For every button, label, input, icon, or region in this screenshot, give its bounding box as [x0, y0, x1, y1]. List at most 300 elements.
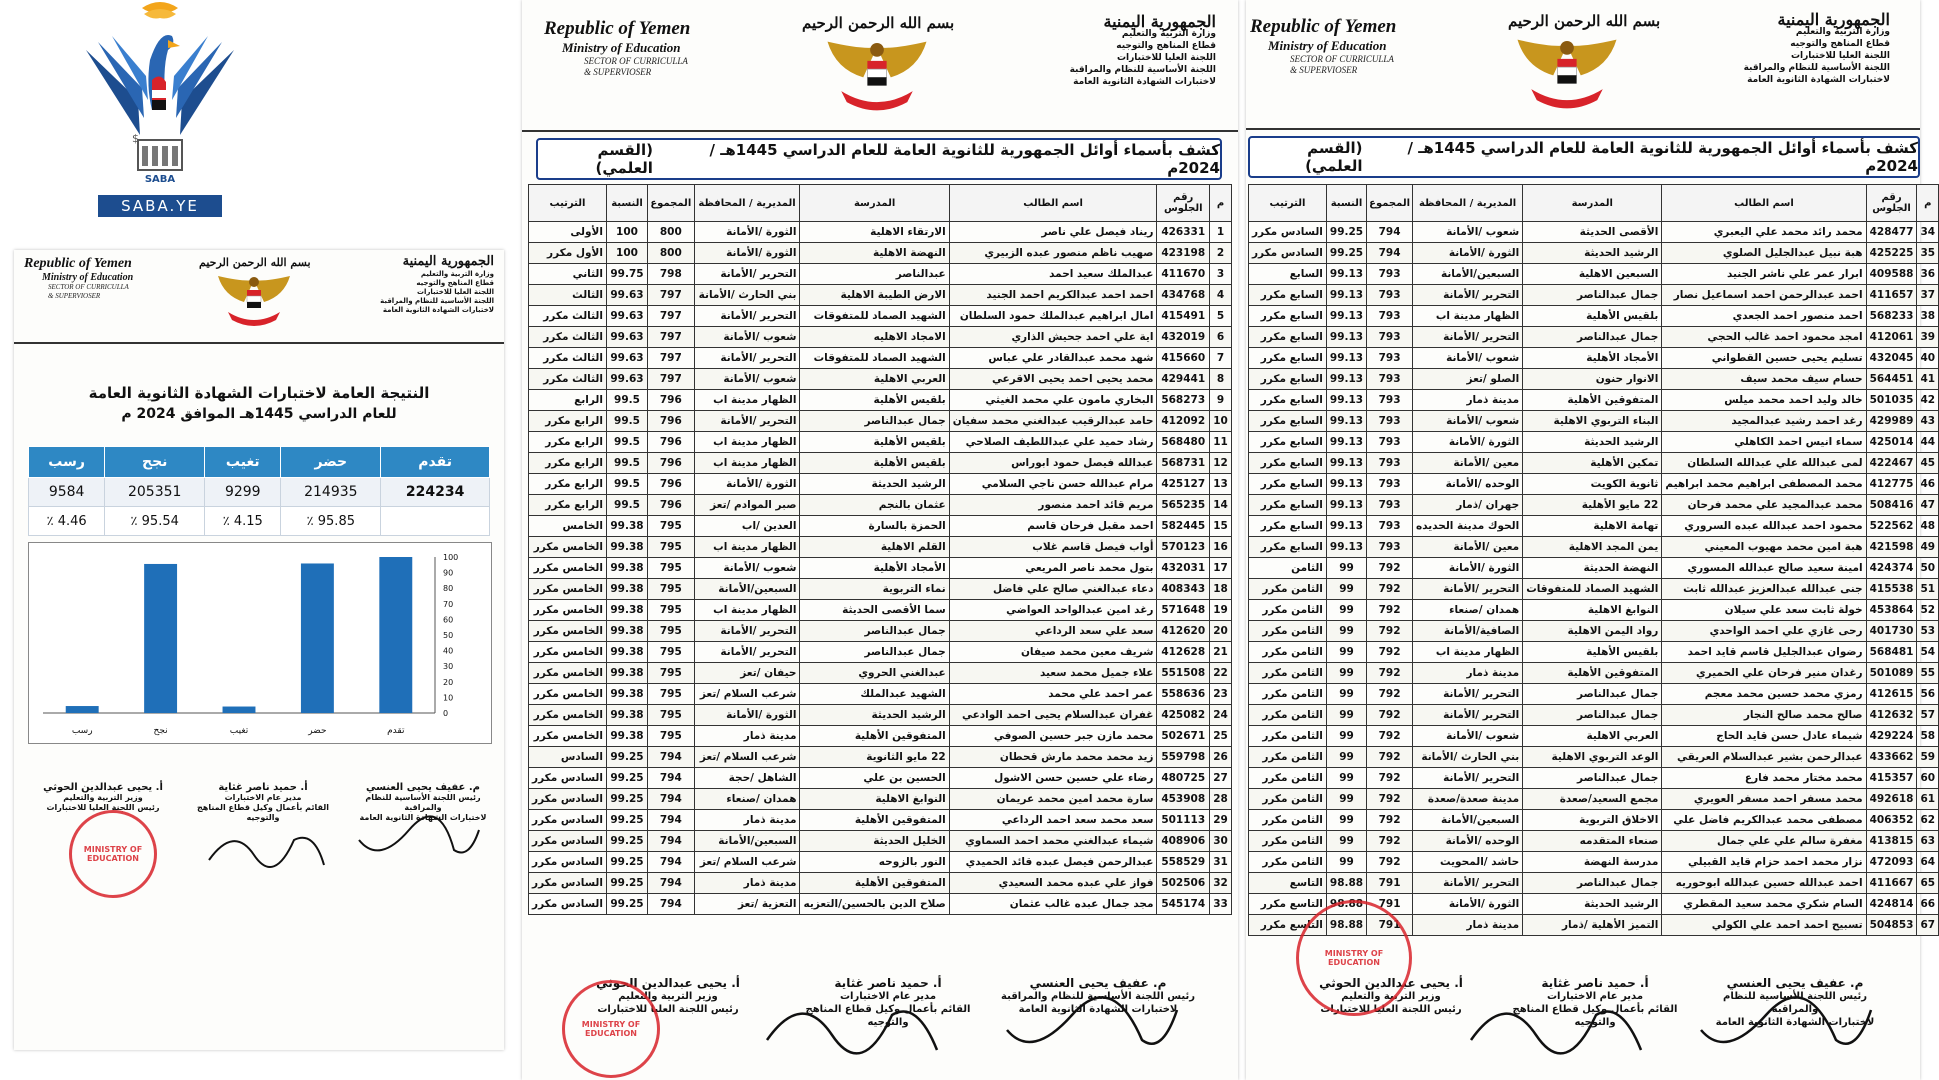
row-num: 32: [1210, 873, 1232, 894]
saba-bird-emblem-icon: [80, 0, 240, 195]
bar: [223, 707, 256, 713]
district-name: الثورة /الأمانة: [694, 222, 800, 243]
table-row: [529, 222, 1232, 243]
total-score: 794: [648, 894, 695, 915]
total-score: 796: [648, 411, 695, 432]
school-name: القلم الاهلية: [800, 537, 949, 558]
district-name: شرعب السلام /تعز: [694, 852, 800, 873]
row-num: 10: [1210, 411, 1232, 432]
row-num: 64: [1917, 852, 1939, 873]
table-row: [1249, 495, 1939, 516]
percent-score: 98.88: [1326, 915, 1366, 936]
percent-score: 99.25: [606, 894, 647, 915]
seat-number: 412092: [1157, 411, 1210, 432]
list-title-main: كشف بأسماء أوائل الجمهورية للثانوية العامة للعام الدراسي 1445هـ / 2024م: [1407, 139, 1918, 175]
total-score: 793: [1367, 306, 1413, 327]
school-name: الشهيد الصماد للمتفوقات: [1523, 579, 1662, 600]
percent-score: 99.5: [606, 474, 647, 495]
rank-label: الثامن مكرر: [1249, 789, 1327, 810]
signature-block: أ. يحيى عبدالدين الحوثي وزير التربية والتعليم رئيس اللجنة العليا للاختبارات: [596, 976, 740, 1015]
row-num: 58: [1917, 726, 1939, 747]
student-name: احمد احمد عبدالكريم احمد الجنيد: [949, 285, 1157, 306]
rank-label: الخامس مكرر: [529, 663, 607, 684]
rank-label: الثامن مكرر: [1249, 642, 1327, 663]
y-tick-label: 40: [443, 646, 454, 656]
total-score: 792: [1367, 579, 1413, 600]
school-name: الاخلاق التربوية: [1523, 810, 1662, 831]
row-num: 24: [1210, 705, 1232, 726]
seat-number: 508416: [1866, 495, 1917, 516]
table-row: [529, 285, 1232, 306]
district-name: الظهار مدينة اب: [1413, 642, 1523, 663]
signature-scribble-icon: [762, 990, 942, 1070]
rank-label: الثالث مكرر: [529, 348, 607, 369]
row-num: 62: [1917, 810, 1939, 831]
row-num: 20: [1210, 621, 1232, 642]
seat-number: 522562: [1866, 516, 1917, 537]
table-row: [1249, 327, 1939, 348]
row-num: 63: [1917, 831, 1939, 852]
student-name: رغدان منير فرحان علي الحميري: [1662, 663, 1866, 684]
summary-percent: 4.15 ٪: [205, 507, 281, 536]
total-score: 796: [648, 474, 695, 495]
school-name: الرشيد الحديثة: [800, 705, 949, 726]
y-tick-label: 10: [443, 693, 454, 703]
school-name: جمال عبدالناصر: [800, 642, 949, 663]
total-score: 794: [648, 810, 695, 831]
table-row: [1249, 558, 1939, 579]
district-name: الثورة /الأمانة: [1413, 558, 1523, 579]
top-students-sheet-2: [1246, 0, 1936, 1080]
row-num: 34: [1917, 222, 1939, 243]
rank-label: السابع مكرر: [1249, 411, 1327, 432]
district-name: مدينة ذمار: [1413, 915, 1523, 936]
row-num: 46: [1917, 474, 1939, 495]
row-num: 4: [1210, 285, 1232, 306]
total-score: 794: [648, 747, 695, 768]
percent-score: 99.63: [606, 327, 647, 348]
row-num: 51: [1917, 579, 1939, 600]
school-name: الحسين بن علي: [800, 768, 949, 789]
table-row: [1249, 516, 1939, 537]
row-num: 15: [1210, 516, 1232, 537]
column-header-num: م: [1210, 185, 1232, 222]
seat-number: 429224: [1866, 726, 1917, 747]
rank-label: الثالث مكرر: [529, 306, 607, 327]
percent-score: 99: [1326, 642, 1366, 663]
row-num: 60: [1917, 768, 1939, 789]
total-score: 795: [648, 684, 695, 705]
percent-score: 99.5: [606, 453, 647, 474]
total-score: 795: [648, 663, 695, 684]
district-name: شعوب /الأمانة: [1413, 348, 1523, 369]
column-header-school: المدرسة: [1523, 185, 1662, 222]
district-name: التعزية /تعز: [694, 894, 800, 915]
district-name: الثورة /الأمانة: [694, 243, 800, 264]
total-score: 797: [648, 285, 695, 306]
school-name: الرشيد الحديثة: [1523, 894, 1662, 915]
row-num: 2: [1210, 243, 1232, 264]
seat-number: 422467: [1866, 453, 1917, 474]
student-name: محمد رائد محمد علي اليعبري: [1662, 222, 1866, 243]
table-row: [529, 537, 1232, 558]
seat-number: 501035: [1866, 390, 1917, 411]
seat-number: 425127: [1157, 474, 1210, 495]
school-name: العربي الاهلية: [1523, 726, 1662, 747]
student-name: زيد محمد محمد مارش قحطان: [949, 747, 1157, 768]
student-name: ريناد فيصل علي ناصر: [949, 222, 1157, 243]
header-ar: [1069, 12, 1216, 88]
total-score: 793: [1367, 348, 1413, 369]
seat-number: 429441: [1157, 369, 1210, 390]
student-name: سعد علي سعد الرداعي: [949, 621, 1157, 642]
table-row: [529, 831, 1232, 852]
student-name: لمى عبدالله علي عبدالله السلطان: [1662, 453, 1866, 474]
rank-label: التاسع مكرر: [1249, 915, 1327, 936]
student-name: عبدالرحمن بشير عبدالسلام العريقي: [1662, 747, 1866, 768]
student-name: مجد جمال عبده غالب عثمان: [949, 894, 1157, 915]
seat-number: 411667: [1866, 873, 1917, 894]
rank-label: السادس مكرر: [529, 810, 607, 831]
district-name: الثورة /الأمانة: [694, 705, 800, 726]
rank-label: الثامن: [1249, 558, 1327, 579]
total-score: 795: [648, 579, 695, 600]
seat-number: 582445: [1157, 516, 1210, 537]
school-name: جمال عبدالناصر: [1523, 684, 1662, 705]
total-score: 795: [648, 558, 695, 579]
table-row: [1249, 390, 1939, 411]
seat-number: 568233: [1866, 306, 1917, 327]
school-name: الحمزة بالسارة: [800, 516, 949, 537]
student-name: هبة نبيل عبدالجليل الصلوي: [1662, 243, 1866, 264]
seat-number: 453908: [1157, 789, 1210, 810]
district-name: السبعين/الأمانة: [1413, 264, 1523, 285]
row-num: 22: [1210, 663, 1232, 684]
total-score: 792: [1367, 642, 1413, 663]
district-name: الثورة /الأمانة: [1413, 243, 1523, 264]
column-header-pct: النسبة: [1326, 185, 1366, 222]
table-row: [1249, 873, 1939, 894]
row-num: 47: [1917, 495, 1939, 516]
row-num: 55: [1917, 663, 1939, 684]
seat-number: 501113: [1157, 810, 1210, 831]
student-name: صالح محمد صالح النجار: [1662, 705, 1866, 726]
school-name: سما الأقصى الحديثة: [800, 600, 949, 621]
summary-table: [28, 446, 490, 536]
total-score: 797: [648, 348, 695, 369]
district-name: التحرير /الأمانة: [694, 348, 800, 369]
rank-label: السادس مكرر: [529, 831, 607, 852]
table-row: [529, 306, 1232, 327]
row-num: 48: [1917, 516, 1939, 537]
total-score: 795: [648, 726, 695, 747]
rank-label: الثامن مكرر: [1249, 852, 1327, 873]
row-num: 53: [1917, 621, 1939, 642]
percent-score: 100: [606, 243, 647, 264]
school-name: جمال عبدالناصر: [800, 621, 949, 642]
school-name: بلقيس الأهلية: [800, 390, 949, 411]
seat-number: 502506: [1157, 873, 1210, 894]
district-name: التحرير /الأمانة: [1413, 684, 1523, 705]
rank-label: الثالث: [529, 285, 607, 306]
rank-label: الثامن مكرر: [1249, 663, 1327, 684]
percent-score: 99: [1326, 726, 1366, 747]
seat-number: 502671: [1157, 726, 1210, 747]
percent-score: 98.88: [1326, 873, 1366, 894]
seat-number: 432045: [1866, 348, 1917, 369]
district-name: مدينة ذمار: [694, 726, 800, 747]
table-row: [529, 726, 1232, 747]
total-score: 794: [648, 873, 695, 894]
header-en: [544, 18, 690, 78]
summary-percent: 95.85 ٪: [281, 507, 381, 536]
table-row: [529, 453, 1232, 474]
total-score: 796: [648, 432, 695, 453]
rank-label: السادس: [529, 747, 607, 768]
row-num: 21: [1210, 642, 1232, 663]
rank-label: الثامن مكرر: [1249, 579, 1327, 600]
district-name: مدينة ذمار: [694, 810, 800, 831]
district-name: التحرير /الأمانة: [1413, 285, 1523, 306]
row-num: 57: [1917, 705, 1939, 726]
student-name: عبدالملك سعيد احمد: [949, 264, 1157, 285]
total-score: 792: [1367, 789, 1413, 810]
yemen-eagle-emblem-icon: [214, 272, 294, 330]
seat-number: 492618: [1866, 789, 1917, 810]
school-name: الرشيد الحديثة: [1523, 432, 1662, 453]
student-name: رغد امين عبدالواحد العواضي: [949, 600, 1157, 621]
header-en: [24, 256, 133, 301]
header-en-sector2: & SUPERVIOSER: [584, 67, 652, 77]
header-en-ministry: Ministry of Education: [1268, 38, 1387, 53]
percent-score: 99.38: [606, 516, 647, 537]
total-score: 791: [1367, 873, 1413, 894]
rank-label: الثامن مكرر: [1249, 831, 1327, 852]
signature-block: أ. حميد ناصر غثاية مدير عام الاختبارات القائم بأعمال وكيل قطاع المناهج والتوجيه: [805, 976, 971, 1028]
school-name: تمكين الأهلية: [1523, 453, 1662, 474]
student-name: سعد محمد سعد احمد الرداعي: [949, 810, 1157, 831]
percent-score: 99.13: [1326, 474, 1366, 495]
student-name: حسام سيف محمد سيف: [1662, 369, 1866, 390]
rank-label: السابع مكرر: [1249, 390, 1327, 411]
rank-label: السابع مكرر: [1249, 285, 1327, 306]
percent-score: 99: [1326, 852, 1366, 873]
student-name: امجد محمود احمد غالب الحجي: [1662, 327, 1866, 348]
row-num: 59: [1917, 747, 1939, 768]
seat-number: 472093: [1866, 852, 1917, 873]
school-name: المتفوقين الأهلية: [1523, 663, 1662, 684]
row-num: 39: [1917, 327, 1939, 348]
row-num: 9: [1210, 390, 1232, 411]
student-name: مريم قائد احمد منصور: [949, 495, 1157, 516]
percent-score: 99.38: [606, 663, 647, 684]
total-score: 796: [648, 495, 695, 516]
total-score: 792: [1367, 726, 1413, 747]
district-name: مدينة ذمار: [1413, 390, 1523, 411]
school-name: المتفوقين الأهلية: [1523, 390, 1662, 411]
rank-label: الثامن مكرر: [1249, 768, 1327, 789]
seat-number: 558636: [1157, 684, 1210, 705]
district-name: التحرير /الأمانة: [1413, 579, 1523, 600]
district-name: السبعين/الأمانة: [694, 831, 800, 852]
summary-title: النتيجة العامة لاختبارات الشهادة الثانوية العامة: [88, 384, 430, 402]
student-name: شيماء عبدالغني محمد احمد السماوي: [949, 831, 1157, 852]
summary-header: تغيب: [205, 447, 281, 478]
school-name: يمن المجد الاهلية: [1523, 537, 1662, 558]
percent-score: 99.13: [1326, 327, 1366, 348]
district-name: الوحده /الأمانة: [1413, 831, 1523, 852]
district-name: حيفان /تعز: [694, 663, 800, 684]
header-ar-committee2: اللجنة الأساسية للنظام والمراقبة: [1743, 63, 1890, 73]
rank-label: السابع مكرر: [1249, 516, 1327, 537]
school-name: تهامة الاهلية: [1523, 516, 1662, 537]
district-name: السبعين/الأمانة: [1413, 810, 1523, 831]
row-num: 26: [1210, 747, 1232, 768]
column-header-num: م: [1917, 185, 1939, 222]
student-name: محمد يحيى احمد يحيى الاقرعي: [949, 369, 1157, 390]
percent-score: 99.38: [606, 684, 647, 705]
top-students-sheet-1: [522, 0, 1238, 1080]
school-name: صنعاء المتقدمه: [1523, 831, 1662, 852]
header-ar-republic: الجمهورية اليمنية: [1103, 12, 1216, 31]
yemen-eagle-emblem-icon: [822, 36, 932, 116]
school-name: بلقيس الأهلية: [800, 432, 949, 453]
district-name: شعوب /الأمانة: [1413, 411, 1523, 432]
rank-label: الخامس مكرر: [529, 705, 607, 726]
district-name: الصلو /تعز: [1413, 369, 1523, 390]
total-score: 797: [648, 369, 695, 390]
seat-number: 412061: [1866, 327, 1917, 348]
category-label: تغيب: [229, 726, 249, 736]
signature-scribble-icon: [1466, 990, 1646, 1070]
percent-score: 99: [1326, 558, 1366, 579]
rank-label: السابع مكرر: [1249, 348, 1327, 369]
row-num: 30: [1210, 831, 1232, 852]
rank-label: الثالث مكرر: [529, 369, 607, 390]
percent-score: 99.38: [606, 600, 647, 621]
category-label: حضر: [308, 726, 327, 736]
rank-label: السابع مكرر: [1249, 453, 1327, 474]
student-name: صهيب ناظم منصور عبده الزبيري: [949, 243, 1157, 264]
seat-number: 426331: [1157, 222, 1210, 243]
rank-label: السادس مكرر: [529, 789, 607, 810]
percent-score: 99.25: [606, 768, 647, 789]
header-en-sector2: & SUPERVIOSER: [48, 292, 101, 300]
rank-label: السادس مكرر: [1249, 243, 1327, 264]
header-ar-sector: قطاع المناهج والتوجيه: [416, 279, 494, 287]
school-name: الشهيد الصماد للمتفوقات: [800, 306, 949, 327]
seat-number: 558529: [1157, 852, 1210, 873]
student-name: خولة ثابت سعد علي سيلان: [1662, 600, 1866, 621]
signature-scribble-icon: [354, 810, 484, 870]
total-score: 797: [648, 327, 695, 348]
percent-score: 99.38: [606, 579, 647, 600]
logo-inner-text: SABA: [144, 174, 176, 185]
table-row: [1249, 432, 1939, 453]
table-row: [1249, 600, 1939, 621]
summary-subtitle: للعام الدراسي 1445هـ الموافق 2024 م: [121, 406, 397, 422]
percent-score: 99.75: [606, 264, 647, 285]
table-row: [529, 243, 1232, 264]
basmala: بسم الله الرحمن الرحيم: [802, 14, 955, 32]
seat-number: 412775: [1866, 474, 1917, 495]
total-score: 793: [1367, 411, 1413, 432]
header-ar-sector: قطاع المناهج والتوجيه: [1790, 39, 1890, 49]
rank-label: الخامس مكرر: [529, 642, 607, 663]
student-name: اية علي احمد جحيش الذاري: [949, 327, 1157, 348]
total-score: 792: [1367, 684, 1413, 705]
seat-number: 424374: [1866, 558, 1917, 579]
district-name: معين /الأمانة: [1413, 537, 1523, 558]
rank-label: السابع مكرر: [1249, 537, 1327, 558]
student-name: عبدالله فيصل حمود ابوراس: [949, 453, 1157, 474]
school-name: العربي الاهلية: [800, 369, 949, 390]
y-tick-label: 80: [443, 584, 454, 594]
percent-score: 99.13: [1326, 348, 1366, 369]
rank-label: التاسع: [1249, 873, 1327, 894]
student-name: ابرار عمر علي ناشر الجنيد: [1662, 264, 1866, 285]
school-name: السبعين الاهلية: [1523, 264, 1662, 285]
y-tick-label: 100: [443, 553, 459, 562]
school-name: مدرسة النهضة: [1523, 852, 1662, 873]
summary-percent: 95.54 ٪: [105, 507, 205, 536]
summary-count: 224234: [381, 478, 490, 507]
district-name: التحرير /الأمانة: [694, 621, 800, 642]
school-name: مجمع السعيد/صعدة: [1523, 789, 1662, 810]
student-name: دعاء عبدالغني صالح علي فاضل: [949, 579, 1157, 600]
rank-label: الثامن مكرر: [1249, 726, 1327, 747]
category-label: نجح: [153, 726, 168, 736]
table-row: [529, 600, 1232, 621]
district-name: الثورة /الأمانة: [1413, 894, 1523, 915]
table-row: [1249, 642, 1939, 663]
seat-number: 568481: [1866, 642, 1917, 663]
header-ar-committee2: اللجنة الأساسية للنظام والمراقبة: [380, 297, 494, 305]
table-row: [1249, 222, 1939, 243]
signature-block: م. عفيف يحيى العنسي رئيس اللجنة الأساسية للنظام والمراقبة لاختبارات الشهادة الثانوية العامة: [1715, 976, 1875, 1028]
rank-label: الرابع: [529, 390, 607, 411]
district-name: التحرير /الأمانة: [1413, 768, 1523, 789]
total-score: 794: [648, 831, 695, 852]
district-name: التحرير /الأمانة: [1413, 873, 1523, 894]
header-ar-committee3: لاختبارات الشهادة الثانوية العامة: [1073, 77, 1216, 87]
student-name: رمزي محمد حسين محمد معجم: [1662, 684, 1866, 705]
percent-score: 99.13: [1326, 264, 1366, 285]
table-row: [1249, 852, 1939, 873]
category-label: رسب: [71, 726, 93, 736]
school-name: المتفوقين الأهلية: [800, 873, 949, 894]
header-divider: [522, 130, 1238, 132]
total-score: 791: [1367, 894, 1413, 915]
table-row: [1249, 453, 1939, 474]
row-num: 38: [1917, 306, 1939, 327]
school-name: جمال عبدالناصر: [1523, 873, 1662, 894]
rank-label: الخامس مكرر: [529, 621, 607, 642]
school-name: الشهيد عبدالملك: [800, 684, 949, 705]
table-row: [1249, 789, 1939, 810]
row-num: 6: [1210, 327, 1232, 348]
column-header-district: المديرية / المحافظة: [1413, 185, 1523, 222]
signature-block: أ. حميد ناصر غثاية مدير عام الاختبارات القائم بأعمال وكيل قطاع المناهج والتوجيه: [197, 782, 329, 822]
total-score: 793: [1367, 285, 1413, 306]
yemen-eagle-emblem-icon: [1512, 34, 1622, 114]
summary-count: 205351: [105, 478, 205, 507]
school-name: الرشيد الحديثة: [800, 474, 949, 495]
percent-score: 99.25: [606, 747, 647, 768]
percent-score: 99: [1326, 747, 1366, 768]
district-name: شرعب السلام /تعز: [694, 684, 800, 705]
percent-score: 99: [1326, 579, 1366, 600]
